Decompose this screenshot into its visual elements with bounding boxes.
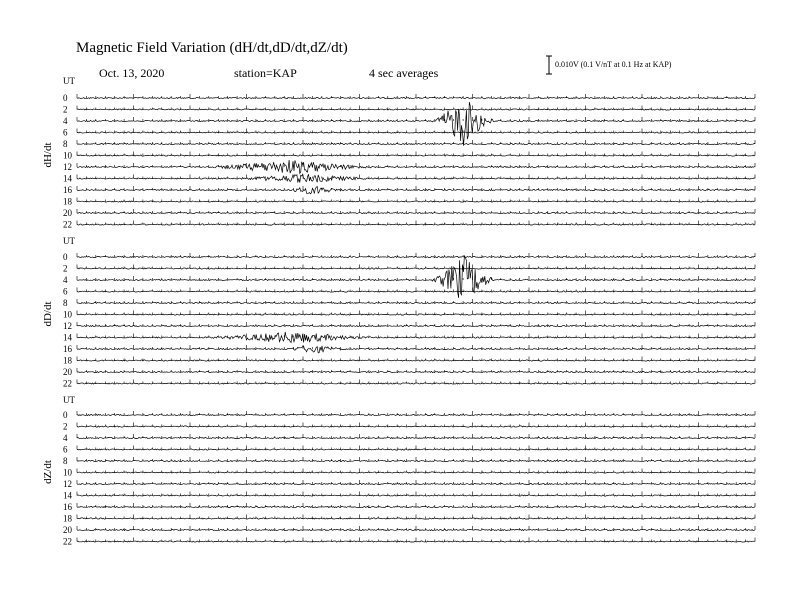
row-hour-label: 8 xyxy=(63,456,68,466)
chart-title: Magnetic Field Variation (dH/dt,dD/dt,dZ/dt) xyxy=(76,40,348,56)
row-hour-label: 12 xyxy=(63,479,72,489)
row-hour-label: 14 xyxy=(63,490,72,501)
series-trace xyxy=(77,109,755,110)
row-hour-label: 20 xyxy=(63,367,72,377)
row-hour-label: 0 xyxy=(63,93,68,103)
row-hour-label: 2 xyxy=(63,104,68,115)
series-trace xyxy=(77,132,755,133)
row-hour-label: 6 xyxy=(63,127,68,138)
row-hour-label: 14 xyxy=(63,173,72,184)
row-ticks xyxy=(77,423,755,427)
row-hour-label: 12 xyxy=(63,321,72,331)
row-hour-label: 4 xyxy=(63,433,68,443)
series-trace xyxy=(77,437,755,438)
row-hour-label: 22 xyxy=(63,536,72,547)
series-trace xyxy=(77,160,755,173)
ut-axis-label: UT xyxy=(63,395,75,405)
series-trace xyxy=(77,518,755,519)
row-hour-label: 18 xyxy=(63,196,72,207)
series-trace xyxy=(77,325,755,326)
ut-axis-label: UT xyxy=(63,76,75,86)
panel-ylabel: dD/dt xyxy=(42,301,54,327)
row-ticks xyxy=(77,106,755,110)
row-ticks xyxy=(77,311,755,315)
row-hour-label: 18 xyxy=(63,513,72,524)
row-ticks xyxy=(77,503,755,507)
panel-ylabel: dZ/dt xyxy=(42,460,54,484)
row-hour-label: 8 xyxy=(63,298,68,308)
row-hour-label: 4 xyxy=(63,116,68,126)
row-hour-label: 6 xyxy=(63,286,68,297)
row-hour-label: 20 xyxy=(63,525,72,535)
row-hour-label: 22 xyxy=(63,219,72,230)
row-hour-label: 6 xyxy=(63,444,68,455)
row-ticks xyxy=(77,221,755,225)
scale-label: 0.010V (0.1 V/nT at 0.1 Hz at KAP) xyxy=(555,60,672,69)
date-label: Oct. 13, 2020 xyxy=(99,66,165,80)
ut-axis-label: UT xyxy=(63,236,75,246)
row-hour-label: 2 xyxy=(63,421,68,432)
series-trace xyxy=(77,212,755,213)
row-ticks xyxy=(77,492,755,496)
series-trace xyxy=(77,143,755,144)
row-hour-label: 10 xyxy=(63,150,72,161)
row-hour-label: 20 xyxy=(63,208,72,218)
row-hour-label: 12 xyxy=(63,162,72,172)
row-hour-label: 10 xyxy=(63,467,72,478)
row-hour-label: 8 xyxy=(63,139,68,149)
row-hour-label: 16 xyxy=(63,344,72,354)
row-ticks xyxy=(77,411,755,415)
row-hour-label: 2 xyxy=(63,263,68,274)
row-hour-label: 4 xyxy=(63,275,68,285)
row-hour-label: 16 xyxy=(63,185,72,195)
row-hour-label: 22 xyxy=(63,378,72,389)
row-hour-label: 10 xyxy=(63,309,72,320)
row-hour-label: 16 xyxy=(63,502,72,512)
row-ticks xyxy=(77,152,755,156)
averaging-label: 4 sec averages xyxy=(369,66,439,80)
panel-ylabel: dH/dt xyxy=(42,142,54,168)
row-hour-label: 14 xyxy=(63,332,72,343)
row-hour-label: 18 xyxy=(63,355,72,366)
row-hour-label: 0 xyxy=(63,410,68,420)
row-ticks xyxy=(77,322,755,326)
station-label: station=KAP xyxy=(234,66,297,80)
series-trace xyxy=(77,97,755,98)
series-trace xyxy=(77,268,755,269)
row-hour-label: 0 xyxy=(63,252,68,262)
